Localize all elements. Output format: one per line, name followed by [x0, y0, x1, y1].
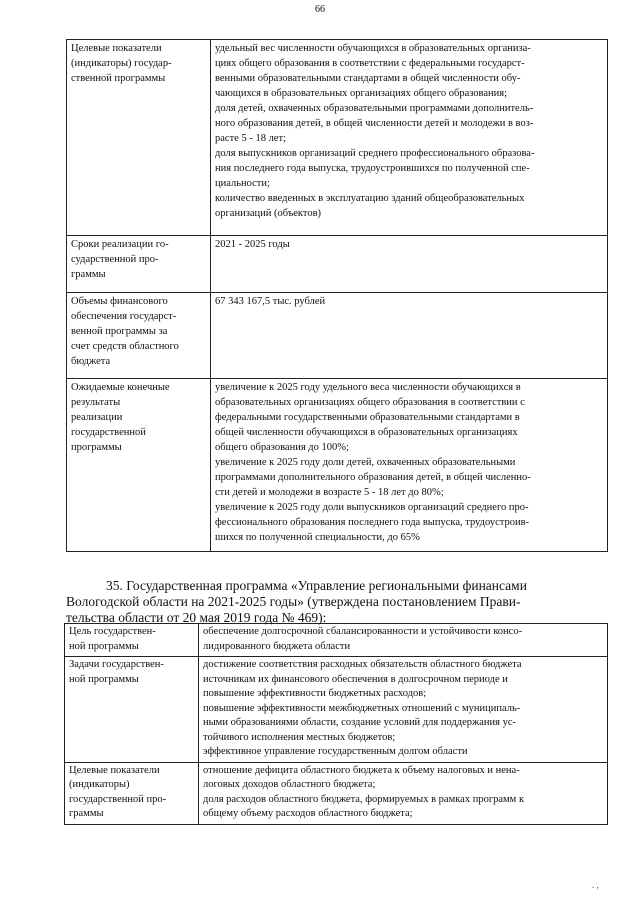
row-value: 67 343 167,5 тыс. рублей — [211, 293, 608, 379]
row-value: увеличение к 2025 году удельного веса численности обучающихся в образовательных организациях общего образования в соответствии с федеральными государственными образовательными стандартами в общей численности обучающихся в образовательных организациях общего образования до 100%; увеличение к 2025 году доли детей, охваченных образовательными программами дополнительного образования детей, в общей численно- сти детей и молодежи в возрасте 5 - 18 лет до 80%; увеличение к 2025 году доли выпускников организаций среднего про- фессионального образования последнего года выпуска, трудоустроив- шихся по полученной специальности, до 65% — [211, 379, 608, 552]
row-value: отношение дефицита областного бюджета к объему налоговых и нена- логовых доходов областного бюджета; доля расходов областного бюджета, формируемых в рамках программ к общему объему расходов областного бюджета; — [199, 762, 608, 824]
table-row — [67, 379, 608, 552]
passport-table-finance — [64, 623, 608, 825]
row-value: обеспечение долгосрочной сбалансированности и устойчивости консо- лидированного бюджета области — [199, 624, 608, 657]
table-row — [67, 40, 608, 236]
table-row — [65, 657, 608, 763]
row-label: Ожидаемые конечные результаты реализации государственной программы — [67, 379, 211, 552]
table-row — [65, 624, 608, 657]
row-label: Сроки реализации го- сударственной про- граммы — [67, 236, 211, 293]
row-value: 2021 - 2025 годы — [211, 236, 608, 293]
table-row — [67, 293, 608, 379]
row-label: Задачи государствен- ной программы — [65, 657, 199, 763]
table-row — [67, 236, 608, 293]
row-label: Цель государствен- ной программы — [65, 624, 199, 657]
heading-line: 35. Государственная программа «Управление региональными финансами — [106, 578, 527, 593]
heading-line: тельства области от 20 мая 2019 года № 469): — [66, 610, 327, 625]
corner-mark: . , — [592, 880, 599, 890]
row-label: Объемы финансового обеспечения государст- венной программы за счет средств областного бюджета — [67, 293, 211, 379]
row-value: достижение соответствия расходных обязательств областного бюджета источникам их финансового обеспечения в долгосрочном периоде и повышение эффективности бюджетных расходов; повышение эффективности межбюджетных отношений с муниципаль- ными образованиями области, создание условий для поддержания ус- тойчивого исполнения местных бюджетов; эффективное управление государственным долгом области — [199, 657, 608, 763]
page-number: 66 — [315, 4, 325, 15]
row-value: удельный вес численности обучающихся в образовательных организа- циях общего образования в соответствии с федеральными государст- венными образовательными стандартами в общей численности обу- чающихся в образовательных организациях общего образования; доля детей, охваченных образовательными программами дополнитель- ного образования детей, в общей численности детей и молодежи в воз- расте 5 - 18 лет; доля выпускников организаций среднего профессионального образова- ния последнего года выпуска, трудоустроившихся по полученной спе- циальности; количество введенных в эксплуатацию зданий общеобразовательных организаций (объектов) — [211, 40, 608, 236]
row-label: Целевые показатели (индикаторы) государ- ственной программы — [67, 40, 211, 236]
passport-table-education — [66, 39, 608, 552]
table-row — [65, 762, 608, 824]
row-label: Целевые показатели (индикаторы) государственной про- граммы — [65, 762, 199, 824]
section-heading — [66, 578, 608, 626]
heading-line: Вологодской области на 2021-2025 годы» (утверждена постановлением Прави- — [66, 594, 521, 609]
